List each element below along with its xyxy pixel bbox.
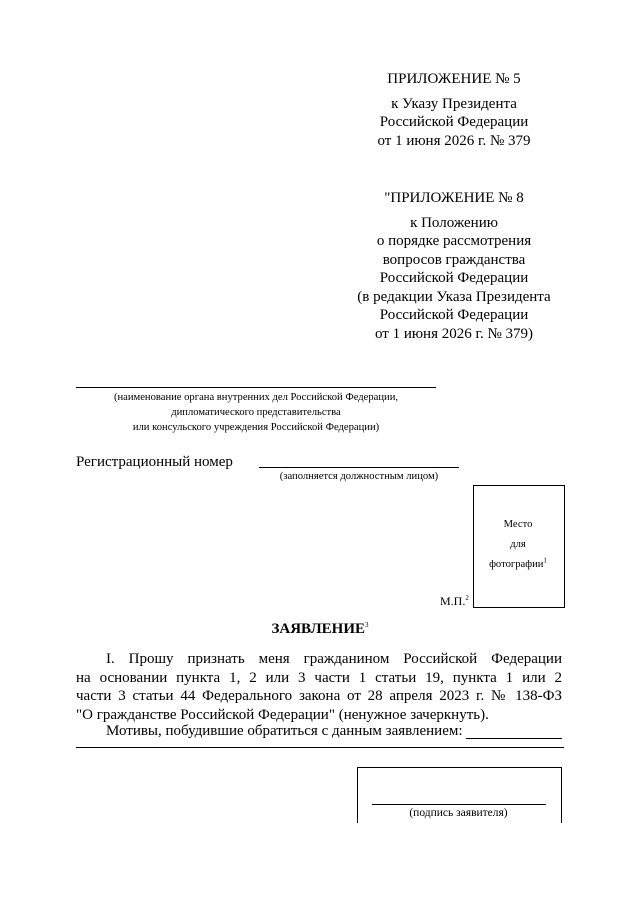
- photo-caption-3: фотографии: [489, 559, 544, 570]
- registration-caption: (заполняется должностным лицом): [279, 471, 439, 482]
- authority-caption-3: или консульского учреждения Российской Федерации): [132, 422, 380, 433]
- photo-caption: [473, 518, 563, 572]
- appendix-8-line-3: вопросов гражданства: [382, 251, 526, 268]
- signature-line[interactable]: [372, 804, 546, 805]
- authority-name-line[interactable]: [76, 387, 436, 388]
- appendix-8-line-2: о порядке рассмотрения: [376, 233, 532, 249]
- registration-number-line[interactable]: [259, 467, 459, 468]
- authority-caption-1: (наименование органа внутренних дел Российской Федерации,: [113, 392, 399, 403]
- statement-paragraph-line-2: на основании пункта 1, 2 или 3 части 1 статьи 19, пункта 1 или 2: [76, 669, 562, 686]
- photo-caption-2: для: [510, 539, 526, 550]
- statement-paragraph-line-4: "О гражданстве Российской Федерации" (ненужное зачеркнуть).: [76, 706, 489, 723]
- stamp-label: М.П.: [440, 594, 466, 608]
- appendix-5-line-1: к Указу Президента: [391, 95, 517, 112]
- registration-label: Регистрационный номер: [76, 454, 233, 470]
- appendix-5-title: ПРИЛОЖЕНИЕ № 5: [387, 71, 521, 87]
- motives-label: Мотивы, побудившие обратиться с данным заявлением:: [106, 723, 463, 739]
- appendix-8-line-7: от 1 июня 2026 г. № 379): [374, 325, 534, 342]
- stamp-footnote-mark: 2: [465, 594, 469, 602]
- statement-paragraph-1: [76, 650, 562, 724]
- signature-caption: (подпись заявителя): [409, 807, 508, 819]
- appendix-8-line-1: к Положению: [410, 214, 498, 231]
- appendix-5-block: [344, 70, 564, 150]
- photo-footnote-mark: 1: [543, 556, 547, 565]
- authority-caption-2: дипломатического представительства: [171, 407, 341, 418]
- photo-caption-3-wrap: [473, 558, 563, 572]
- motives-line-2[interactable]: [76, 747, 564, 748]
- appendix-8-title: "ПРИЛОЖЕНИЕ № 8: [384, 190, 524, 206]
- appendix-5-line-2: Российской Федерации: [379, 114, 529, 130]
- statement-paragraph-line-1: I. Прошу признать меня гражданином Российской Федерации: [106, 651, 562, 667]
- appendix-8-line-5: (в редакции Указа Президента: [357, 288, 551, 305]
- appendix-5-line-3: от 1 июня 2026 г. № 379: [377, 132, 531, 149]
- statement-title: ЗАЯВЛЕНИЕ: [271, 621, 366, 637]
- motives-line-1[interactable]: [466, 738, 562, 739]
- appendix-8-line-6: Российской Федерации: [379, 307, 529, 323]
- statement-footnote-mark: 3: [365, 621, 369, 629]
- statement-title-wrap: [0, 620, 640, 638]
- stamp-label-wrap: [440, 594, 469, 608]
- statement-paragraph-line-3: части 3 статьи 44 Федерального закона от 28 апреля 2023 г. № 138-ФЗ: [76, 688, 562, 704]
- photo-caption-1: Место: [503, 519, 533, 530]
- appendix-8-line-4: Российской Федерации: [379, 270, 529, 286]
- appendix-8-block: [344, 189, 564, 343]
- authority-caption: [66, 390, 446, 435]
